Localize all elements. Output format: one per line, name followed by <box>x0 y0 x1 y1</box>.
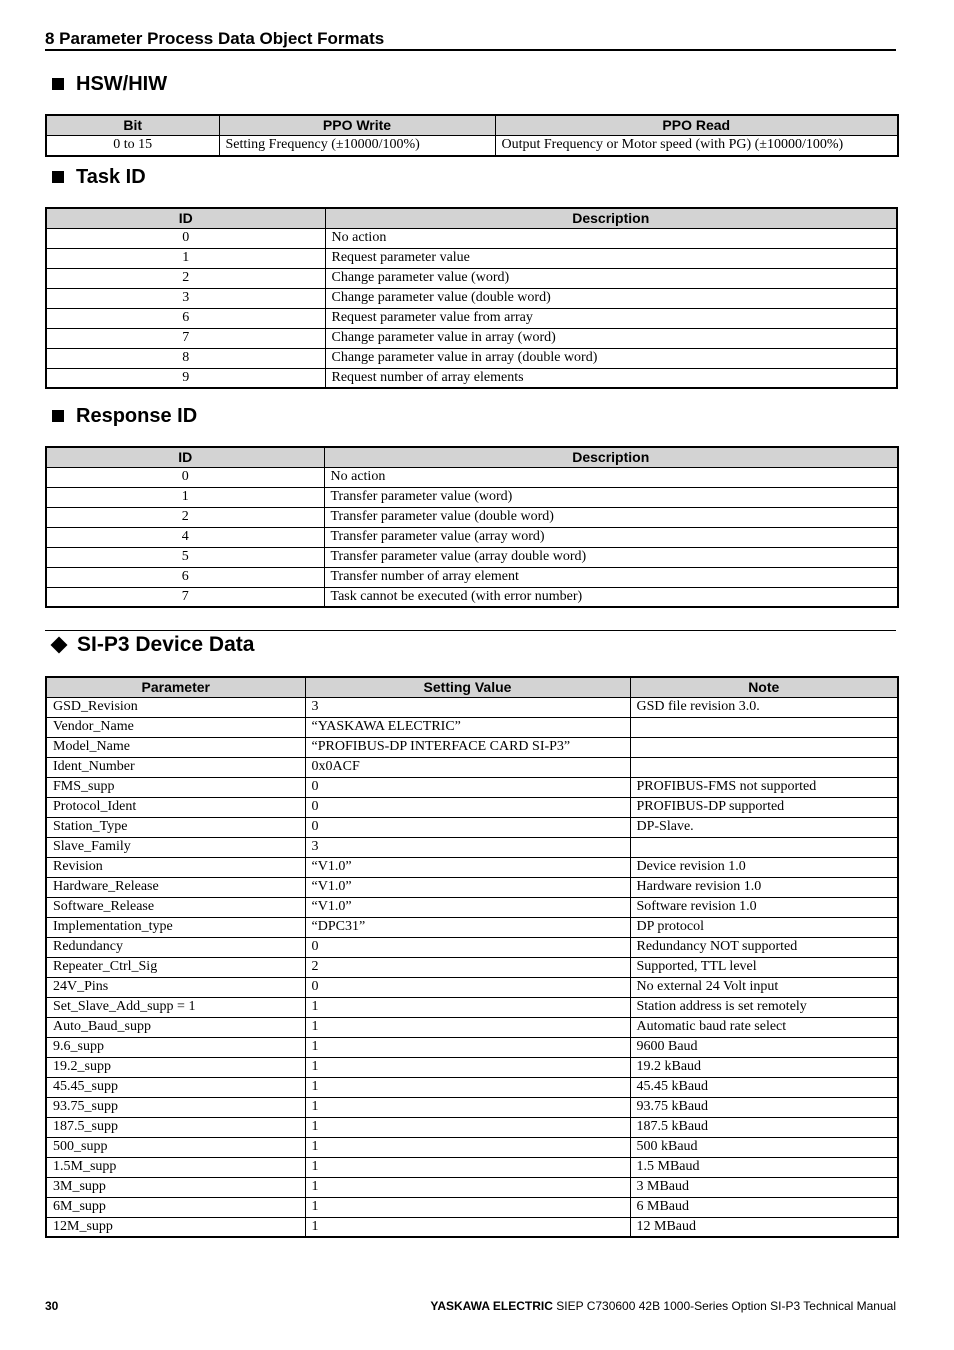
table-row <box>46 1177 898 1197</box>
device-cell: 3 <box>305 697 630 717</box>
table-row <box>46 467 898 487</box>
device-cell: “V1.0” <box>305 877 630 897</box>
hsw-header-ppo-read: PPO Read <box>495 115 898 135</box>
device-cell: 1 <box>305 1057 630 1077</box>
device-cell: 93.75 kBaud <box>630 1097 898 1117</box>
table-row <box>46 817 898 837</box>
device-cell: 12M_supp <box>46 1217 305 1237</box>
device-cell: 19.2_supp <box>46 1057 305 1077</box>
device-cell: 0 <box>305 817 630 837</box>
table-row <box>46 248 897 268</box>
footer-document-title <box>430 1299 896 1313</box>
task-cell: Change parameter value in array (double word) <box>325 348 897 368</box>
hsw-header-bit: Bit <box>46 115 219 135</box>
task-cell: 1 <box>46 248 325 268</box>
device-cell: Device revision 1.0 <box>630 857 898 877</box>
device-header-setting-value: Setting Value <box>305 677 630 697</box>
table-row <box>46 1117 898 1137</box>
device-cell: “V1.0” <box>305 857 630 877</box>
chapter-rule <box>45 49 896 51</box>
task-cell: Request number of array elements <box>325 368 897 388</box>
table-row <box>46 977 898 997</box>
response-cell: 4 <box>46 527 324 547</box>
table-row <box>46 527 898 547</box>
task-cell: 3 <box>46 288 325 308</box>
table-row <box>46 268 897 288</box>
table-row <box>46 1017 898 1037</box>
section-rule <box>45 630 896 631</box>
table-row <box>46 937 898 957</box>
heading-device-data-text: SI-P3 Device Data <box>77 633 255 656</box>
table-row <box>46 567 898 587</box>
device-cell: 1 <box>305 1077 630 1097</box>
table-row <box>46 1077 898 1097</box>
task-cell: 2 <box>46 268 325 288</box>
device-cell: Redundancy <box>46 937 305 957</box>
table-row <box>46 1157 898 1177</box>
table-row <box>46 837 898 857</box>
device-cell: PROFIBUS-DP supported <box>630 797 898 817</box>
device-cell: FMS_supp <box>46 777 305 797</box>
table-row <box>46 1037 898 1057</box>
device-cell: 500_supp <box>46 1137 305 1157</box>
device-cell: “V1.0” <box>305 897 630 917</box>
heading-response-id-text: Response ID <box>76 405 198 427</box>
device-cell: 1 <box>305 1157 630 1177</box>
device-cell: Auto_Baud_supp <box>46 1017 305 1037</box>
table-row <box>46 328 897 348</box>
device-cell: Supported, TTL level <box>630 957 898 977</box>
device-cell: Slave_Family <box>46 837 305 857</box>
hsw-cell-ppo-write: Setting Frequency (±10000/100%) <box>219 135 495 156</box>
device-cell: 0 <box>305 977 630 997</box>
device-cell <box>630 737 898 757</box>
table-row <box>46 857 898 877</box>
device-cell: “PROFIBUS-DP INTERFACE CARD SI-P3” <box>305 737 630 757</box>
response-cell: 0 <box>46 467 324 487</box>
device-cell: DP-Slave. <box>630 817 898 837</box>
heading-device-data <box>50 632 254 658</box>
response-cell: Transfer parameter value (array word) <box>324 527 898 547</box>
task-cell: Request parameter value from array <box>325 308 897 328</box>
table-row <box>46 308 897 328</box>
table-row <box>46 897 898 917</box>
device-cell: No external 24 Volt input <box>630 977 898 997</box>
page-number: 30 <box>45 1299 59 1313</box>
device-cell: 1 <box>305 1197 630 1217</box>
device-cell: 1.5M_supp <box>46 1157 305 1177</box>
device-cell: 6M_supp <box>46 1197 305 1217</box>
device-cell: Protocol_Ident <box>46 797 305 817</box>
task-cell: 9 <box>46 368 325 388</box>
response-cell: 2 <box>46 507 324 527</box>
response-cell: 5 <box>46 547 324 567</box>
device-cell: GSD file revision 3.0. <box>630 697 898 717</box>
response-cell: No action <box>324 467 898 487</box>
device-cell: 3 MBaud <box>630 1177 898 1197</box>
device-cell: DP protocol <box>630 917 898 937</box>
device-cell: 1 <box>305 1097 630 1117</box>
device-cell: Software_Release <box>46 897 305 917</box>
device-cell: Vendor_Name <box>46 717 305 737</box>
heading-task-id-text: Task ID <box>76 166 146 188</box>
device-cell: 3M_supp <box>46 1177 305 1197</box>
device-cell: 500 kBaud <box>630 1137 898 1157</box>
device-cell: 0x0ACF <box>305 757 630 777</box>
table-row <box>46 547 898 567</box>
table-row <box>46 587 898 607</box>
device-cell: 1 <box>305 1117 630 1137</box>
footer-brand: YASKAWA ELECTRIC <box>430 1299 553 1313</box>
device-cell: 1.5 MBaud <box>630 1157 898 1177</box>
chapter-title: 8 Parameter Process Data Object Formats <box>45 29 385 48</box>
response-cell: Transfer parameter value (double word) <box>324 507 898 527</box>
table-row <box>46 1057 898 1077</box>
device-cell: 24V_Pins <box>46 977 305 997</box>
device-cell: 1 <box>305 1137 630 1157</box>
hsw-table <box>45 114 899 157</box>
response-cell: Transfer parameter value (word) <box>324 487 898 507</box>
table-row <box>46 797 898 817</box>
task-header-id: ID <box>46 208 325 228</box>
device-cell: 1 <box>305 997 630 1017</box>
table-row <box>46 348 897 368</box>
diamond-bullet-icon <box>51 637 68 654</box>
hsw-header-ppo-write: PPO Write <box>219 115 495 135</box>
device-cell: 6 MBaud <box>630 1197 898 1217</box>
table-row <box>46 777 898 797</box>
hsw-cell-ppo-read: Output Frequency or Motor speed (with PG) (±10000/100%) <box>495 135 898 156</box>
table-row <box>46 697 898 717</box>
table-row <box>46 288 897 308</box>
device-cell: PROFIBUS-FMS not supported <box>630 777 898 797</box>
device-cell: Set_Slave_Add_supp = 1 <box>46 997 305 1017</box>
device-cell: Repeater_Ctrl_Sig <box>46 957 305 977</box>
device-cell: 9.6_supp <box>46 1037 305 1057</box>
device-cell: 19.2 kBaud <box>630 1057 898 1077</box>
device-cell: Redundancy NOT supported <box>630 937 898 957</box>
task-cell: Change parameter value (word) <box>325 268 897 288</box>
table-row <box>46 917 898 937</box>
device-cell: 45.45_supp <box>46 1077 305 1097</box>
device-cell: Station address is set remotely <box>630 997 898 1017</box>
device-cell: Model_Name <box>46 737 305 757</box>
table-row <box>46 135 898 156</box>
heading-hsw-text: HSW/HIW <box>76 73 168 95</box>
task-cell: 8 <box>46 348 325 368</box>
response-cell: Transfer parameter value (array double word) <box>324 547 898 567</box>
device-cell: Automatic baud rate select <box>630 1017 898 1037</box>
table-row <box>46 957 898 977</box>
table-row <box>46 507 898 527</box>
table-row <box>46 737 898 757</box>
device-cell: 0 <box>305 777 630 797</box>
task-cell: 6 <box>46 308 325 328</box>
device-header-note: Note <box>630 677 898 697</box>
device-cell: 1 <box>305 1217 630 1237</box>
device-cell: 0 <box>305 797 630 817</box>
device-cell <box>630 757 898 777</box>
device-cell: 12 MBaud <box>630 1217 898 1237</box>
task-cell: No action <box>325 228 897 248</box>
device-cell: 2 <box>305 957 630 977</box>
device-cell: 1 <box>305 1037 630 1057</box>
device-cell: 187.5 kBaud <box>630 1117 898 1137</box>
table-row <box>46 877 898 897</box>
heading-task-id <box>52 165 146 189</box>
task-cell: Request parameter value <box>325 248 897 268</box>
task-cell: 0 <box>46 228 325 248</box>
device-data-table <box>45 676 899 1238</box>
device-cell: 1 <box>305 1017 630 1037</box>
table-row <box>46 368 897 388</box>
table-row <box>46 1097 898 1117</box>
device-cell <box>630 717 898 737</box>
device-cell: Ident_Number <box>46 757 305 777</box>
response-header-description: Description <box>324 447 898 467</box>
task-cell: 7 <box>46 328 325 348</box>
device-cell: 9600 Baud <box>630 1037 898 1057</box>
table-row <box>46 717 898 737</box>
square-bullet-icon <box>52 410 64 422</box>
device-cell: 187.5_supp <box>46 1117 305 1137</box>
device-cell: GSD_Revision <box>46 697 305 717</box>
device-header-parameter: Parameter <box>46 677 305 697</box>
table-row <box>46 757 898 777</box>
square-bullet-icon <box>52 78 64 90</box>
heading-response-id <box>52 404 197 428</box>
device-cell: 45.45 kBaud <box>630 1077 898 1097</box>
device-cell: 1 <box>305 1177 630 1197</box>
device-cell: Revision <box>46 857 305 877</box>
task-cell: Change parameter value in array (word) <box>325 328 897 348</box>
table-row <box>46 487 898 507</box>
footer-doc: SIEP C730600 42B 1000-Series Option SI-P3 Technical Manual <box>552 1299 896 1313</box>
response-cell: 7 <box>46 587 324 607</box>
hsw-cell-bit: 0 to 15 <box>46 135 219 156</box>
heading-hsw <box>52 72 167 96</box>
table-row <box>46 1137 898 1157</box>
device-cell: Implementation_type <box>46 917 305 937</box>
response-cell: 6 <box>46 567 324 587</box>
task-header-description: Description <box>325 208 897 228</box>
device-cell: 93.75_supp <box>46 1097 305 1117</box>
response-header-id: ID <box>46 447 324 467</box>
task-id-table <box>45 207 898 389</box>
response-cell: Transfer number of array element <box>324 567 898 587</box>
device-cell: Hardware revision 1.0 <box>630 877 898 897</box>
device-cell: Software revision 1.0 <box>630 897 898 917</box>
device-cell: 0 <box>305 937 630 957</box>
device-cell: Hardware_Release <box>46 877 305 897</box>
device-cell: “YASKAWA ELECTRIC” <box>305 717 630 737</box>
response-cell: Task cannot be executed (with error number) <box>324 587 898 607</box>
device-cell: “DPC31” <box>305 917 630 937</box>
square-bullet-icon <box>52 171 64 183</box>
table-row <box>46 997 898 1017</box>
device-cell: Station_Type <box>46 817 305 837</box>
task-cell: Change parameter value (double word) <box>325 288 897 308</box>
response-id-table <box>45 446 899 608</box>
table-row <box>46 1197 898 1217</box>
table-row <box>46 1217 898 1237</box>
table-row <box>46 228 897 248</box>
device-cell: 3 <box>305 837 630 857</box>
response-cell: 1 <box>46 487 324 507</box>
device-cell <box>630 837 898 857</box>
